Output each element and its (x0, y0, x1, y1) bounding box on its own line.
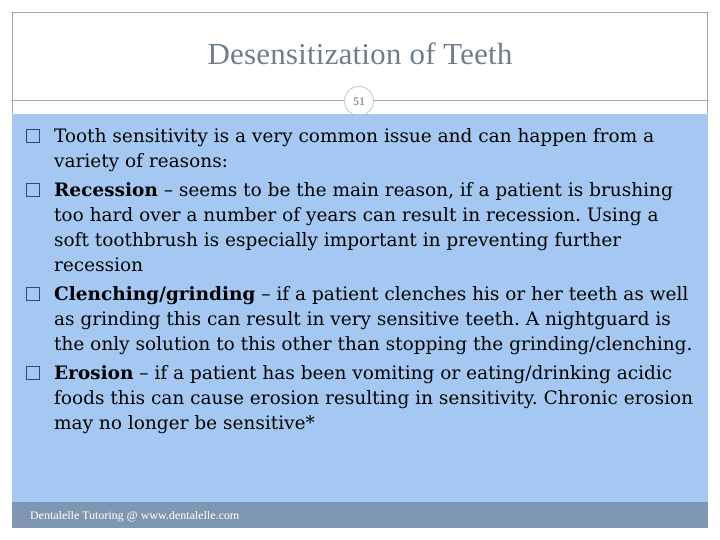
bullet-list (26, 124, 696, 440)
page-number-badge: 51 (344, 86, 374, 116)
bullet-term: Erosion (54, 363, 134, 384)
bullet-item (26, 361, 696, 436)
bullet-term: Recession (54, 180, 158, 201)
bullet-item (26, 178, 696, 278)
slide-title: Desensitization of Teeth (207, 36, 513, 71)
bullet-item (26, 124, 696, 174)
square-bullet-icon (26, 287, 40, 301)
square-bullet-icon (26, 183, 40, 197)
bullet-text: Tooth sensitivity is a very common issue and can happen from a variety of reasons: (54, 126, 655, 172)
bullet-term: Clenching/grinding (54, 284, 256, 305)
bullet-text: – seems to be the main reason, if a patient is brushing too hard over a number of years can result in recession. Using a soft toothbrush is especially important in preventing further recession (54, 180, 673, 276)
bullet-text: – if a patient has been vomiting or eating/drinking acidic foods this can cause erosion resulting in sensitivity. Chronic erosion may no longer be sensitive* (54, 363, 694, 434)
bullet-text: – if a patient clenches his or her teeth as well as grinding this can result in very sensitive teeth. A nightguard is the only solution to this other than stopping the grinding/clenching. (54, 284, 693, 355)
square-bullet-icon (26, 366, 40, 380)
footer-text: Dentalelle Tutoring @ www.dentalelle.com (30, 508, 240, 522)
bullet-item (26, 282, 696, 357)
square-bullet-icon (26, 129, 40, 143)
